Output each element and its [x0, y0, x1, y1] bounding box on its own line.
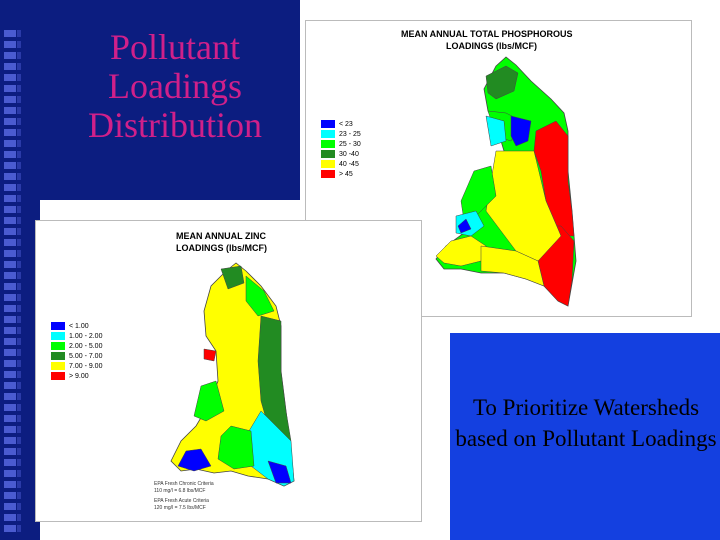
legend-label: 23 - 25 [339, 130, 361, 138]
legend-label: < 1.00 [69, 322, 89, 330]
zinc-note: EPA Fresh Acute Criteria [154, 498, 209, 504]
callout-text: To Prioritize Watersheds based on Pollutant Loadings [455, 395, 717, 451]
phosphorous-title-line2: LOADINGS (lbs/MCF) [446, 41, 537, 51]
decorative-bullet-strip [4, 30, 16, 535]
legend-label: 5.00 - 7.00 [69, 352, 103, 360]
legend-label: < 23 [339, 120, 353, 128]
legend-label: 7.00 - 9.00 [69, 362, 103, 370]
zinc-note: 120 mg/l = 7.5 lbs/MCF [154, 505, 206, 511]
legend-label: 30 -40 [339, 150, 359, 158]
legend-label: > 9.00 [69, 372, 89, 380]
zinc-watershed-map [36, 221, 421, 521]
decorative-bullet-strip-inner [17, 30, 21, 535]
legend-label: 25 - 30 [339, 140, 361, 148]
zinc-note: EPA Fresh Chronic Criteria [154, 481, 214, 487]
zinc-note: 110 mg/l = 6.8 lbs/MCF [154, 488, 206, 494]
zinc-criteria-notes [154, 481, 214, 512]
phosphorous-title-line1: MEAN ANNUAL TOTAL PHOSPHOROUS [401, 29, 573, 39]
zinc-title-line1: MEAN ANNUAL ZINC [176, 231, 266, 241]
legend-label: > 45 [339, 170, 353, 178]
legend-label: 2.00 - 5.00 [69, 342, 103, 350]
slide-title: Pollutant Loadings Distribution [87, 27, 262, 145]
zinc-map-panel [35, 220, 422, 522]
legend-label: 1.00 - 2.00 [69, 332, 103, 340]
legend-label: 40 -45 [339, 160, 359, 168]
phosphorous-region [486, 116, 506, 146]
zinc-title-line2: LOADINGS (lbs/MCF) [176, 243, 267, 253]
zinc-region [204, 349, 216, 361]
